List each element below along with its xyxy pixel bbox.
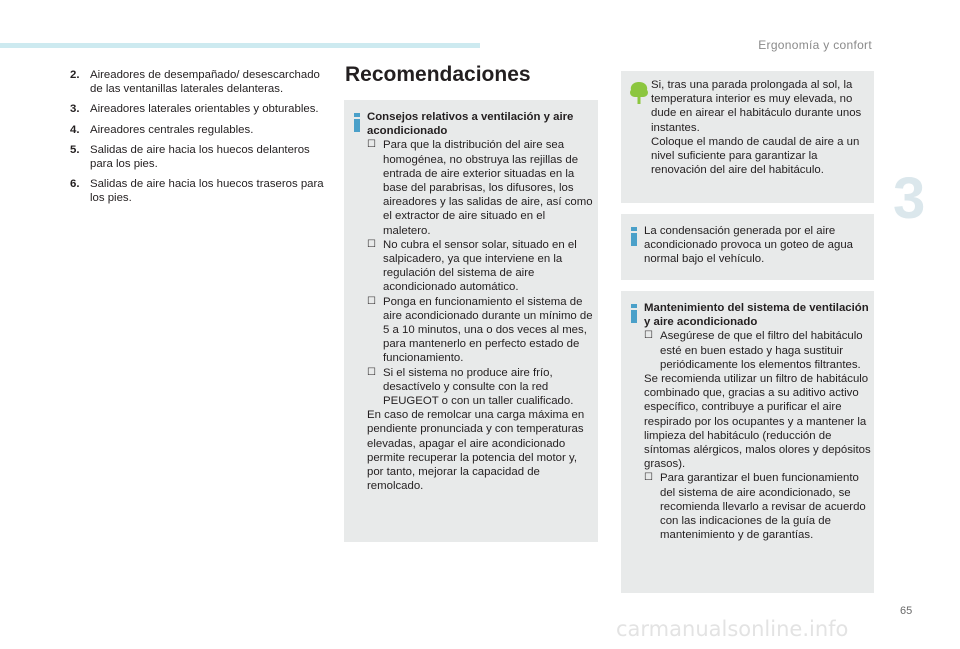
list-item-number: 3. (70, 103, 80, 116)
advice-bullet (367, 366, 593, 409)
bullet-text: Si el sistema no produce aire frío, desactívelo y consulte con la red PEUGEOT o con un taller cualificado. (383, 366, 574, 408)
bullet-text: Ponga en funcionamiento el sistema de aire acondicionado durante un mínimo de 5 a 10 minutos, una o dos veces al mes, para mantenerlo en perfecto estado de funcionamiento. (383, 295, 593, 365)
maintenance-box (621, 291, 874, 593)
condensation-text: La condensación generada por el aire acondicionado provoca un goteo de agua normal bajo el vehículo. (644, 225, 853, 266)
list-item (70, 177, 330, 205)
checkbox-bullet-icon: ☐ (367, 295, 376, 307)
list-item-text: Aireadores laterales orientables y obturables. (90, 103, 319, 116)
info-icon (352, 113, 362, 132)
list-item (70, 123, 330, 137)
advice-bullet (367, 295, 593, 366)
eco-box (621, 71, 874, 203)
list-item (70, 68, 330, 96)
advice-heading: Consejos relativos a ventilación y aire acondicionado (367, 111, 574, 138)
list-item-number: 6. (70, 178, 80, 191)
advice-bullet (367, 238, 593, 295)
list-item-text: Aireadores centrales regulables. (90, 123, 254, 136)
list-item (70, 143, 330, 171)
info-icon (629, 227, 639, 246)
list-item-number: 5. (70, 143, 80, 156)
checkbox-bullet-icon: ☐ (367, 139, 376, 151)
watermark: carmanualsonline.info (616, 617, 849, 641)
checkbox-bullet-icon: ☐ (367, 238, 376, 250)
eco-text-2: Coloque el mando de caudal de aire a un nivel suficiente para garantizar la renovación del aire del habitáculo. (651, 135, 860, 177)
maintenance-paragraph: Se recomienda utilizar un filtro de habitáculo combinado que, gracias a su aditivo activo específico, contribuye a purificar el aire respirado por los ocupantes y a mantener la limpieza del habitáculo (reducción de síntomas alérgicos, malos olores y depósitos grasos). (644, 373, 871, 471)
list-item-text: Salidas de aire hacia los huecos traseros para los pies. (90, 178, 324, 205)
checkbox-bullet-icon: ☐ (367, 366, 376, 378)
header-bar (0, 43, 480, 48)
condensation-box (621, 214, 874, 280)
checkbox-bullet-icon: ☐ (644, 472, 653, 484)
eco-text-1: Si, tras una parada prolongada al sol, la temperatura interior es muy elevada, no dude en airear el habitáculo durante unos instantes. (651, 79, 862, 134)
chapter-number: 3 (893, 166, 926, 231)
list-item-number: 4. (70, 123, 80, 136)
list-item-text: Aireadores de desempañado/ desescarchado de las ventanillas laterales delanteras. (90, 69, 320, 96)
list-item-text: Salidas de aire hacia los huecos delanteros para los pies. (90, 143, 310, 171)
bullet-text: Asegúrese de que el filtro del habitáculo esté en buen estado y haga sustituir periódicamente los elementos filtrantes. (660, 330, 863, 371)
vent-list (70, 68, 330, 212)
checkbox-bullet-icon: ☐ (644, 330, 653, 342)
info-icon (629, 304, 639, 323)
bullet-text: Para garantizar el buen funcionamiento del sistema de aire acondicionado, se recomienda llevarlo a revisar de acuerdo con las indicaciones de la guía de mantenimiento y de garantías. (660, 472, 866, 542)
advice-bullet (367, 138, 593, 237)
maintenance-bullet (644, 329, 874, 372)
list-item-number: 2. (70, 69, 80, 81)
advice-box (344, 100, 598, 542)
page-number: 65 (900, 605, 913, 617)
section-title: Recomendaciones (345, 63, 531, 86)
bullet-text: No cubra el sensor solar, situado en el salpicadero, ya que interviene en la regulación del sistema de aire acondicionado automático. (383, 238, 577, 294)
header-title: Ergonomía y confort (758, 38, 872, 52)
maintenance-bullet (644, 471, 874, 542)
eco-tree-icon (629, 81, 649, 105)
maintenance-heading: Mantenimiento del sistema de ventilación y aire acondicionado (644, 302, 869, 329)
list-item (70, 102, 330, 116)
advice-footer: En caso de remolcar una carga máxima en pendiente pronunciada y con temperaturas elevadas, apagar el aire acondicionado permite recuperar la potencia del motor y, por tanto, mejorar la capacidad de remolcado. (367, 409, 585, 493)
bullet-text: Para que la distribución del aire sea homogénea, no obstruya las rejillas de entrada de aire exterior situadas en la base del parabrisas, los difusores, los aireadores y las salidas de aire, así como el extractor de aire situado en el maletero. (383, 139, 593, 237)
